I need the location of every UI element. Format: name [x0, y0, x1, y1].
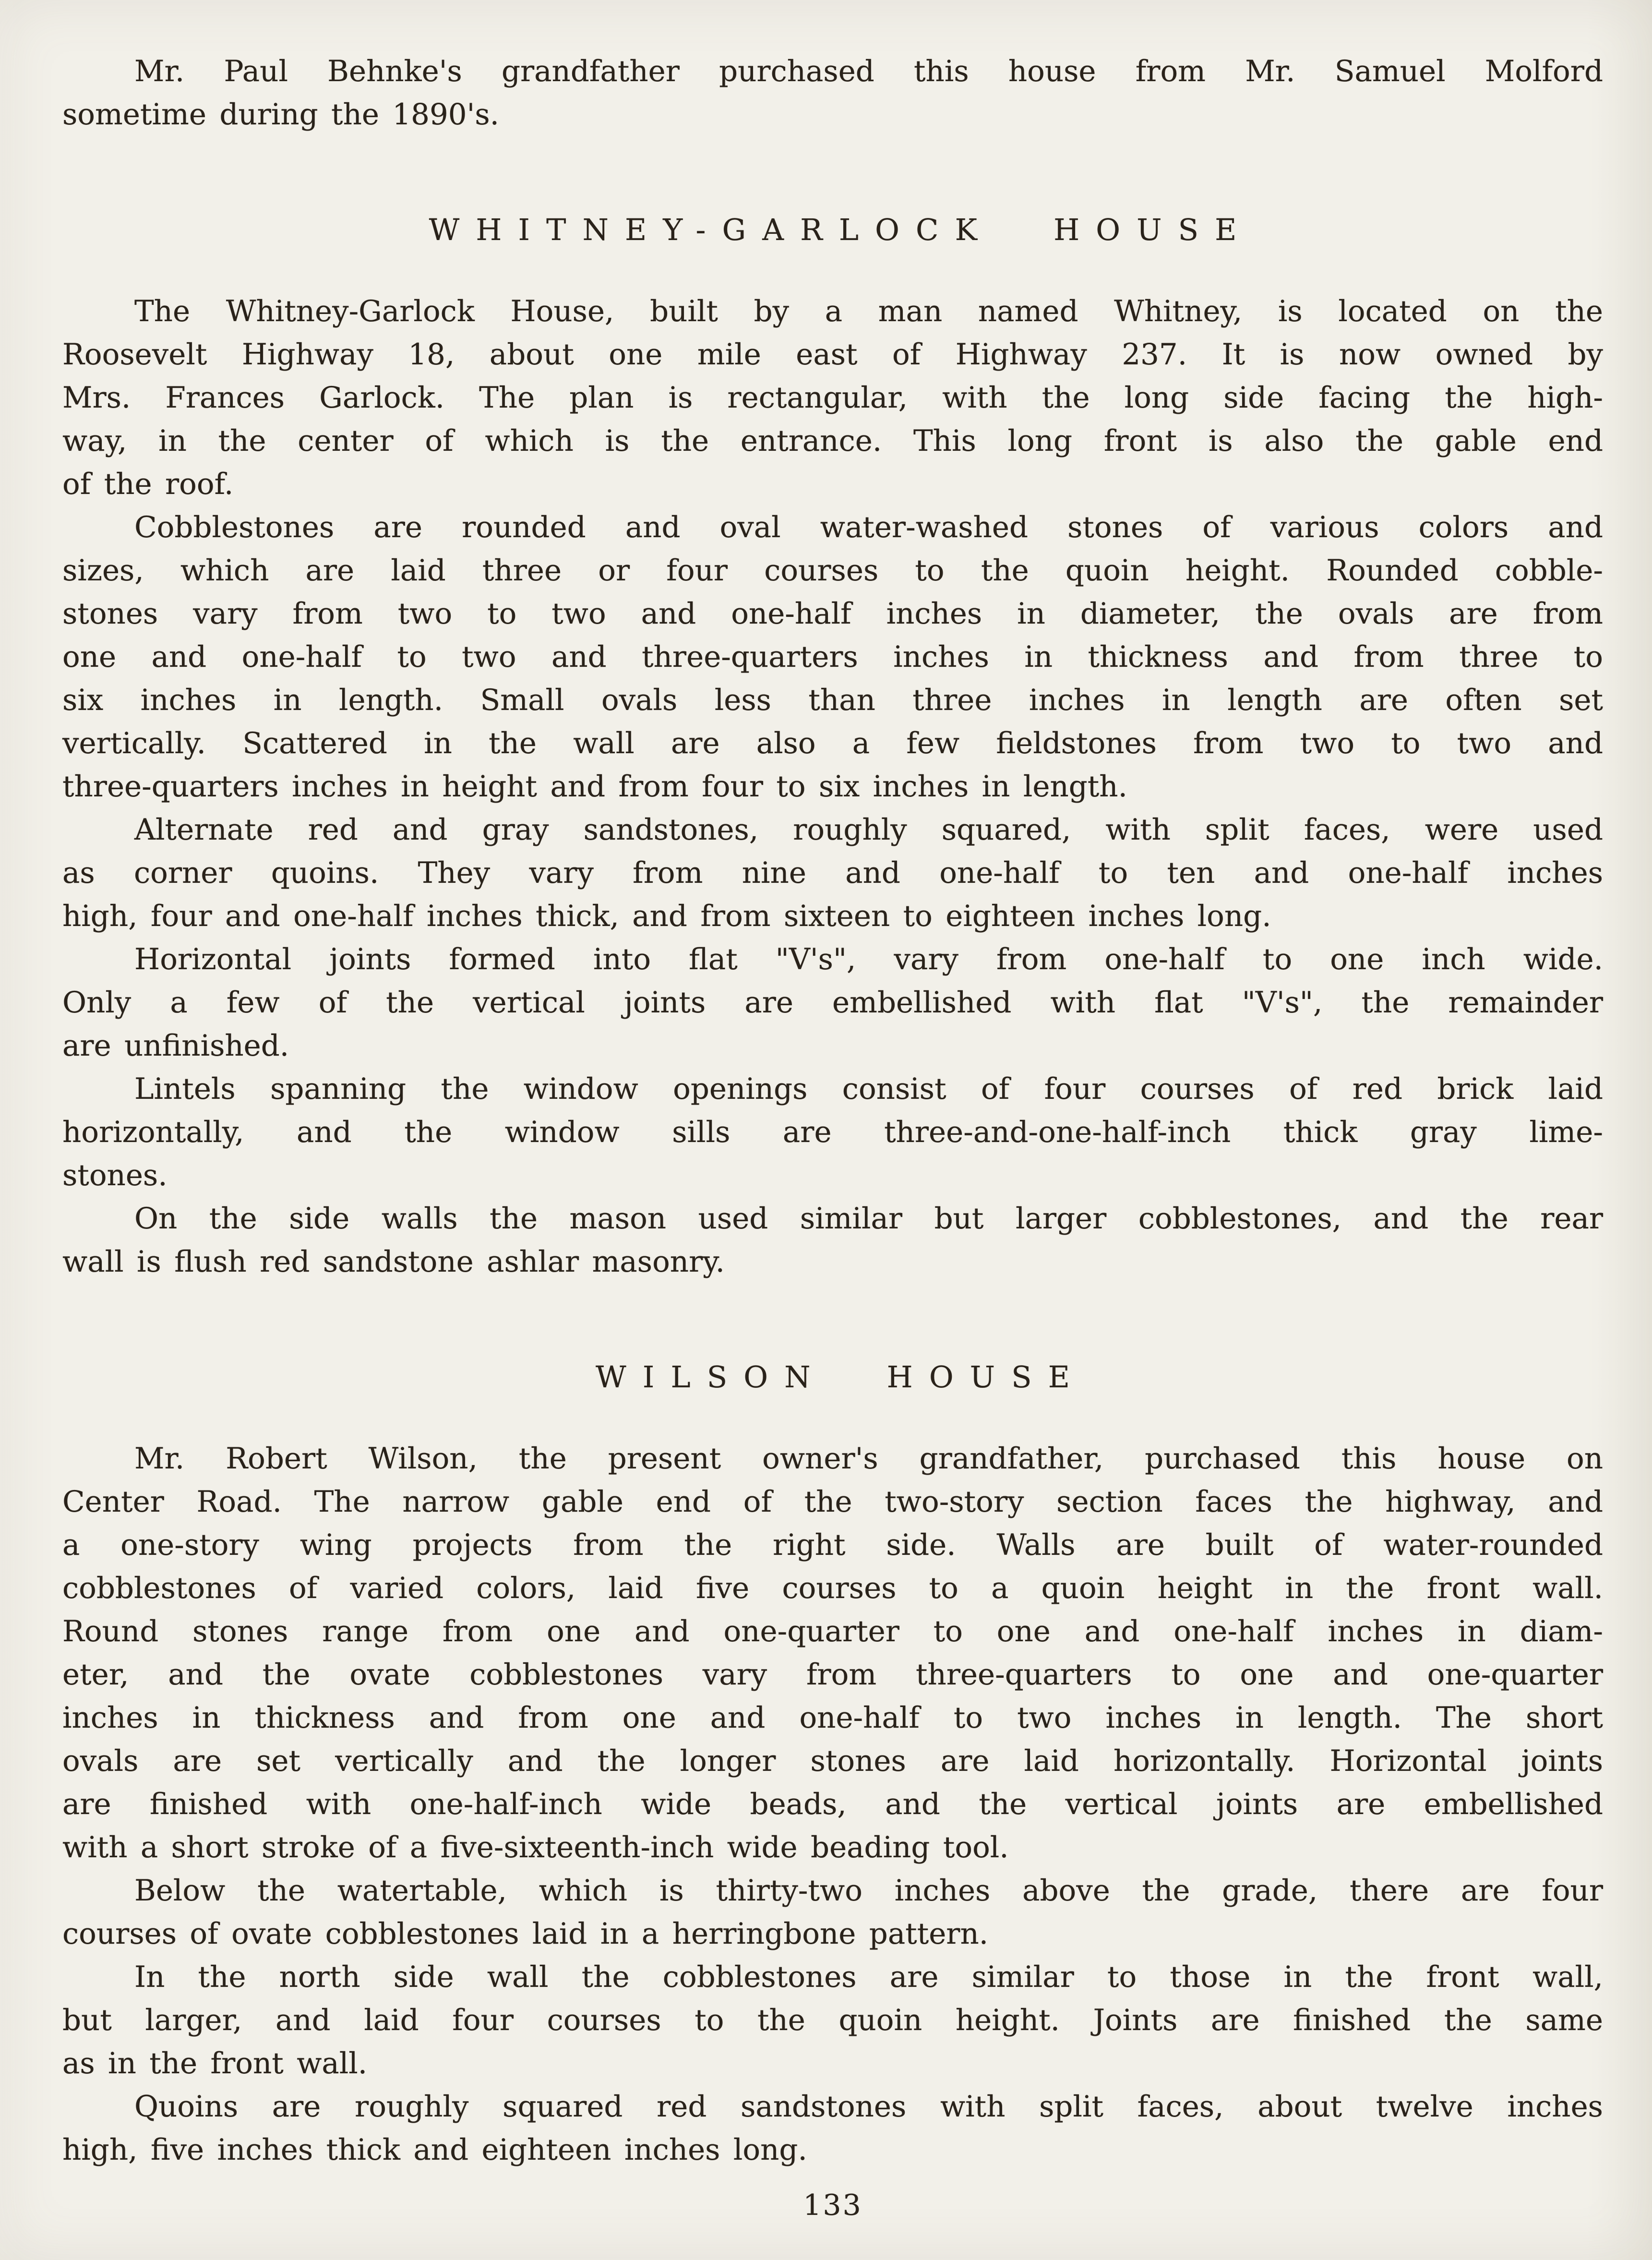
text-line: cobblestones of varied colors, laid five courses to a quoin height in the front wall.: [62, 1571, 1603, 1605]
text-line: inches in thickness and from one and one-half to two inches in length. The short: [62, 1701, 1603, 1735]
text-line: ovals are set vertically and the longer stones are laid horizontally. Horizontal joints: [62, 1744, 1603, 1778]
page-number: 133: [803, 2188, 862, 2222]
text-line: Alternate red and gray sandstones, roughly squared, with split faces, were used: [134, 813, 1603, 847]
paragraph: [62, 1869, 1603, 1956]
text-line: Horizontal joints formed into flat "V's", vary from one-half to one inch wide.: [134, 942, 1603, 976]
text-line: are unfinished.: [62, 1029, 289, 1063]
text-line: stones vary from two to two and one-half inches in diameter, the ovals are from: [62, 597, 1603, 631]
text-line: Roosevelt Highway 18, about one mile east of Highway 237. It is now owned by: [62, 337, 1603, 372]
text-line: eter, and the ovate cobblestones vary from three-quarters to one and one-quarter: [62, 1658, 1603, 1692]
paragraph: [62, 1197, 1603, 1284]
text-line: but larger, and laid four courses to the quoin height. Joints are finished the same: [62, 2003, 1603, 2037]
text-line: The Whitney-Garlock House, built by a man named Whitney, is located on the: [134, 294, 1603, 328]
text-line: three-quarters inches in height and from four to six inches in length.: [62, 769, 1127, 804]
text-line: Cobblestones are rounded and oval water-washed stones of various colors and: [134, 510, 1603, 544]
text-line: vertically. Scattered in the wall are also a few fieldstones from two to two and: [62, 726, 1603, 760]
text-line: Mr. Paul Behnke's grandfather purchased this house from Mr. Samuel Molford: [134, 54, 1603, 88]
paragraph: [62, 290, 1603, 506]
text-line: with a short stroke of a five-sixteenth-inch wide beading tool.: [62, 1830, 1009, 1864]
paragraph: [62, 2085, 1603, 2172]
text-line: one and one-half to two and three-quarters inches in thickness and from three to: [62, 640, 1603, 674]
page-body: [62, 50, 1603, 2227]
text-line: high, four and one-half inches thick, and from sixteen to eighteen inches long.: [62, 899, 1271, 933]
text-line: Mr. Robert Wilson, the present owner's grandfather, purchased this house on: [134, 1442, 1603, 1476]
text-line: six inches in length. Small ovals less than three inches in length are often set: [62, 683, 1603, 717]
paragraph: [62, 1437, 1603, 1869]
text-line: way, in the center of which is the entrance. This long front is also the gable end: [62, 424, 1603, 458]
section-heading-wilson-house: WILSON HOUSE: [596, 1359, 1087, 1394]
text-line: courses of ovate cobblestones laid in a herringbone pattern.: [62, 1917, 989, 1951]
paragraph: [62, 808, 1603, 938]
paragraph: [62, 506, 1603, 808]
text-line: Below the watertable, which is thirty-two inches above the grade, there are four: [134, 1874, 1603, 1908]
text-line: as corner quoins. They vary from nine and one-half to ten and one-half inches: [62, 856, 1603, 890]
text-line: a one-story wing projects from the right side. Walls are built of water-rounded: [62, 1528, 1603, 1562]
text-line: On the side walls the mason used similar but larger cobblestones, and the rear: [134, 1202, 1603, 1236]
paragraph: [62, 1068, 1603, 1197]
text-line: In the north side wall the cobblestones are similar to those in the front wall,: [134, 1960, 1603, 1994]
text-line: are finished with one-half-inch wide beads, and the vertical joints are embellished: [62, 1787, 1603, 1821]
text-line: Quoins are roughly squared red sandstones with split faces, about twelve inches: [134, 2090, 1603, 2124]
text-line: of the roof.: [62, 467, 234, 501]
text-line: Mrs. Frances Garlock. The plan is rectangular, with the long side facing the high-: [62, 381, 1603, 415]
text-line: sometime during the 1890's.: [62, 97, 500, 132]
text-line: wall is flush red sandstone ashlar masonry.: [62, 1245, 725, 1279]
text-line: Round stones range from one and one-quarter to one and one-half inches in diam-: [62, 1614, 1603, 1648]
text-line: as in the front wall.: [62, 2046, 368, 2080]
text-line: Only a few of the vertical joints are embellished with flat "V's", the remainder: [62, 986, 1603, 1020]
section-heading-whitney-garlock-house: WHITNEY-GARLOCK HOUSE: [429, 212, 1253, 247]
text-line: horizontally, and the window sills are three-and-one-half-inch thick gray lime-: [62, 1115, 1603, 1149]
paragraph: [62, 1956, 1603, 2085]
intro-paragraph: [62, 50, 1603, 136]
text-line: sizes, which are laid three or four courses to the quoin height. Rounded cobble-: [62, 553, 1603, 588]
paragraph: [62, 938, 1603, 1068]
text-line: Lintels spanning the window openings consist of four courses of red brick laid: [134, 1072, 1603, 1106]
text-line: high, five inches thick and eighteen inches long.: [62, 2133, 807, 2167]
text-line: Center Road. The narrow gable end of the two-story section faces the highway, and: [62, 1485, 1603, 1519]
text-line: stones.: [62, 1158, 168, 1192]
